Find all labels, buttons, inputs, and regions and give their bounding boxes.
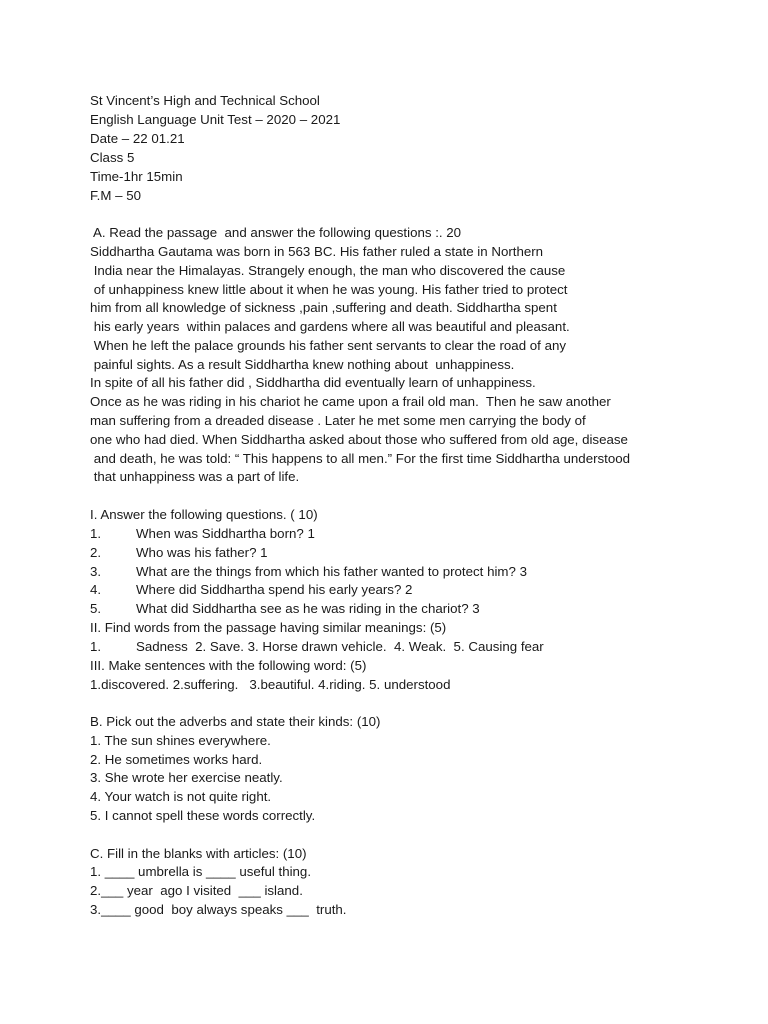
article-item: 2.___ year ago I visited ___ island. [90, 883, 303, 898]
test-title: English Language Unit Test – 2020 – 2021 [90, 112, 341, 127]
passage-line: his early years within palaces and gardens where all was beautiful and pleasant. [90, 319, 570, 334]
question-number: 3. [90, 564, 102, 579]
passage-line: When he left the palace grounds his father sent servants to clear the road of any [90, 338, 567, 353]
section-c-heading: C. Fill in the blanks with articles: (10) [90, 846, 307, 861]
part-1-heading: I. Answer the following questions. ( 10) [90, 507, 318, 522]
part-3-heading: III. Make sentences with the following word: (5) [90, 658, 367, 673]
adverb-item: 5. I cannot spell these words correctly. [90, 808, 316, 823]
test-duration: Time-1hr 15min [90, 169, 183, 184]
test-date: Date – 22 01.21 [90, 131, 185, 146]
passage-line: In spite of all his father did , Siddhartha did eventually learn of unhappiness. [90, 375, 536, 390]
passage-line: man suffering from a dreaded disease . Later he met some men carrying the body of [90, 413, 586, 428]
vocab-number: 1. [90, 639, 102, 654]
passage-line: Siddhartha Gautama was born in 563 BC. His father ruled a state in Northern [90, 244, 544, 259]
question-text: What are the things from which his father wanted to protect him? 3 [136, 564, 527, 579]
adverb-item: 2. He sometimes works hard. [90, 752, 263, 767]
question-number: 1. [90, 526, 102, 541]
passage-line: that unhappiness was a part of life. [90, 469, 300, 484]
passage-line: Once as he was riding in his chariot he came upon a frail old man. Then he saw another [90, 394, 611, 409]
question-text: Where did Siddhartha spend his early years? 2 [136, 582, 413, 597]
adverb-item: 4. Your watch is not quite right. [90, 789, 272, 804]
question-number: 5. [90, 601, 102, 616]
passage-line: India near the Himalayas. Strangely enough, the man who discovered the cause [90, 263, 566, 278]
question-number: 2. [90, 545, 102, 560]
adverb-item: 3. She wrote her exercise neatly. [90, 770, 283, 785]
school-name: St Vincent’s High and Technical School [90, 93, 320, 108]
section-a-heading: A. Read the passage and answer the following questions :. 20 [90, 225, 462, 240]
vocab-words: Sadness 2. Save. 3. Horse drawn vehicle. 4. Weak. 5. Causing fear [136, 639, 544, 654]
adverb-item: 1. The sun shines everywhere. [90, 733, 271, 748]
passage-line: one who had died. When Siddhartha asked about those who suffered from old age, disease [90, 432, 628, 447]
question-text: Who was his father? 1 [136, 545, 268, 560]
article-item: 3.____ good boy always speaks ___ truth. [90, 902, 347, 917]
question-text: When was Siddhartha born? 1 [136, 526, 315, 541]
part-2-heading: II. Find words from the passage having similar meanings: (5) [90, 620, 447, 635]
article-item: 1. ____ umbrella is ____ useful thing. [90, 864, 312, 879]
question-text: What did Siddhartha see as he was riding in the chariot? 3 [136, 601, 480, 616]
question-number: 4. [90, 582, 102, 597]
class-level: Class 5 [90, 150, 135, 165]
passage-line: of unhappiness knew little about it when he was young. His father tried to protect [90, 282, 568, 297]
sentence-words: 1.discovered. 2.suffering. 3.beautiful. 4.riding. 5. understood [90, 677, 451, 692]
full-marks: F.M – 50 [90, 188, 141, 203]
passage-line: painful sights. As a result Siddhartha knew nothing about unhappiness. [90, 357, 515, 372]
passage-line: and death, he was told: “ This happens to all men.” For the first time Siddhartha understood [90, 451, 631, 466]
section-b-heading: B. Pick out the adverbs and state their kinds: (10) [90, 714, 381, 729]
passage-line: him from all knowledge of sickness ,pain ,suffering and death. Siddhartha spent [90, 300, 557, 315]
